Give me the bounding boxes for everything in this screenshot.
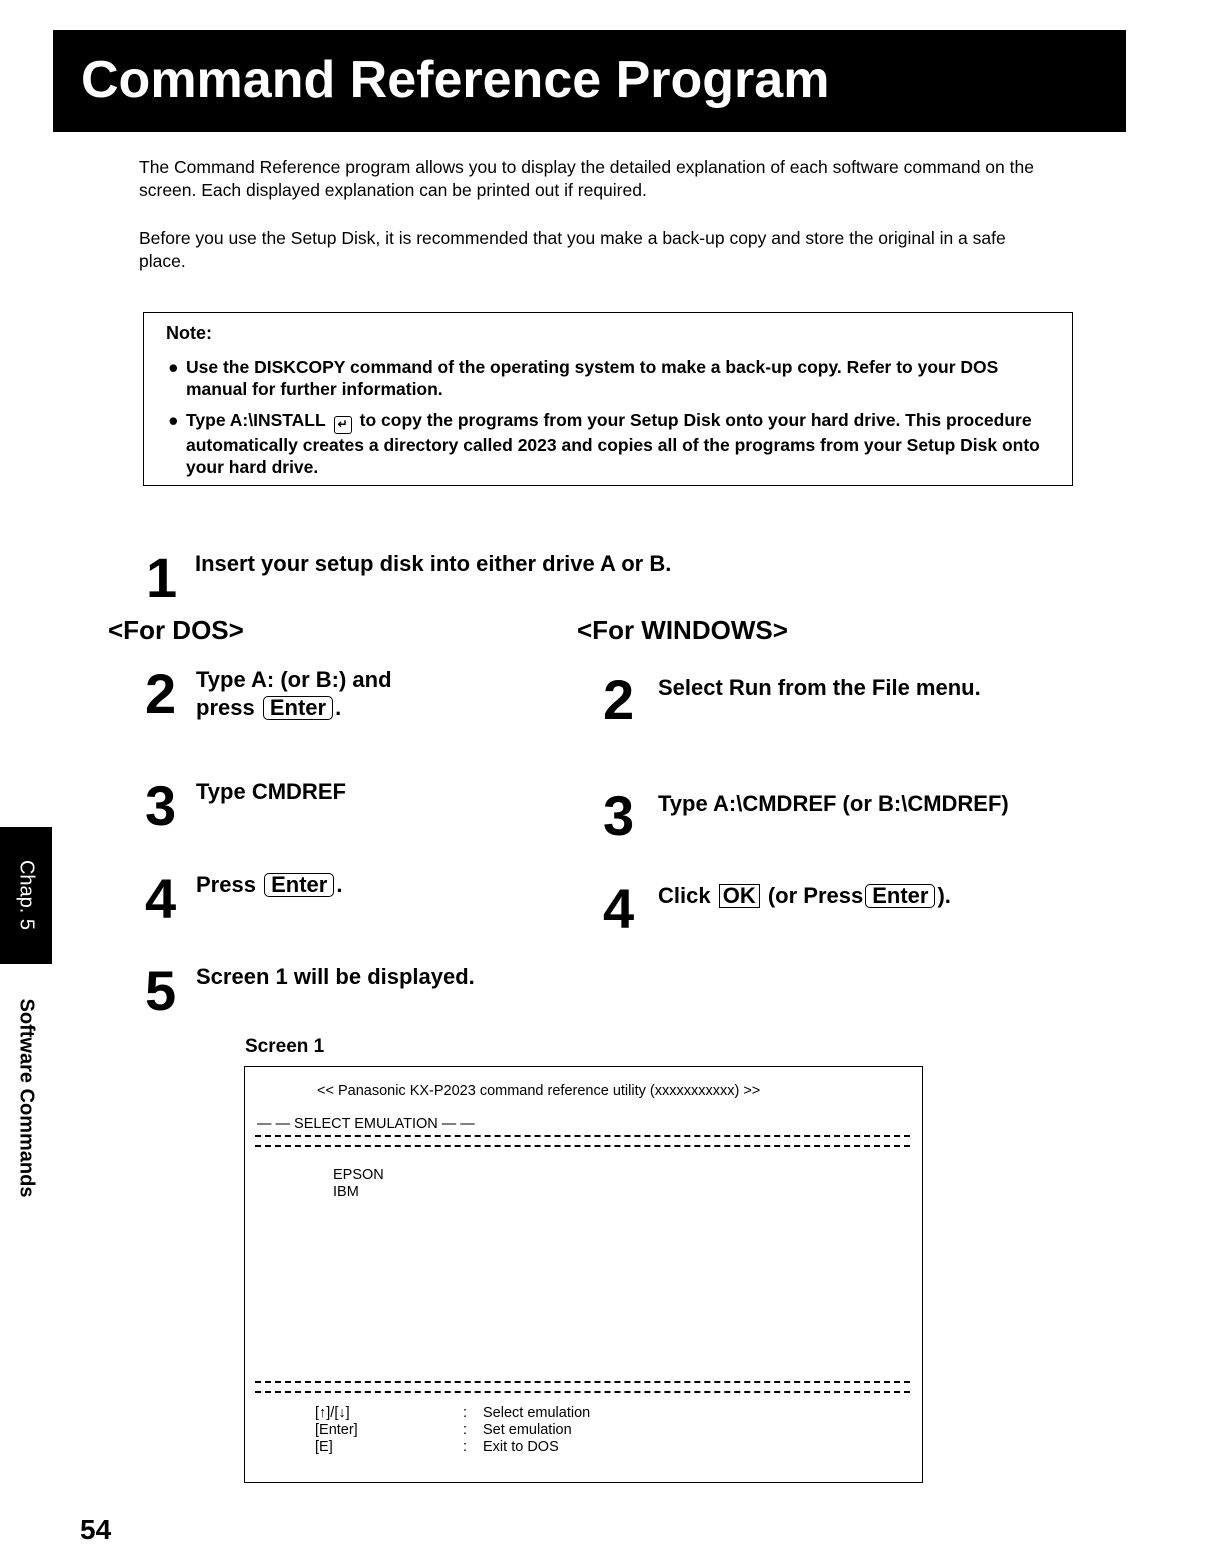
key-desc-exit: Exit to DOS	[483, 1439, 559, 1455]
dos-step-2-text	[196, 666, 392, 722]
dos-step-4-text	[196, 871, 342, 899]
dos-step-4-number: 4	[145, 867, 177, 930]
intro-paragraph-2: Before you use the Setup Disk, it is recommended that you make a back-up copy and store the original in a safe place.	[139, 228, 1006, 271]
dos-step-2-line2	[196, 694, 392, 722]
page-title: Command Reference Program	[81, 51, 830, 109]
option-epson: EPSON	[333, 1167, 384, 1183]
windows-step-3-number: 3	[603, 784, 635, 847]
key-desc-select: Select emulation	[483, 1405, 591, 1421]
chapter-label: Chap. 5	[15, 859, 38, 931]
windows-heading: <For WINDOWS>	[577, 615, 788, 645]
title-bar	[53, 30, 1126, 132]
bullet-icon: ●	[168, 410, 179, 430]
dos-step-2-end: .	[335, 695, 342, 720]
windows-step-2-text: Select Run from the File menu.	[658, 675, 981, 700]
note-item-1	[168, 356, 1048, 400]
note-item-2	[168, 409, 1048, 478]
windows-step-4-end: ).	[937, 883, 951, 908]
dos-step-5-text: Screen 1 will be displayed.	[196, 964, 475, 989]
note-item-1-text: Use the DISKCOPY command of the operating system to make a back-up copy. Refer to your DOS manual for further information.	[186, 357, 999, 399]
key-separator: :	[463, 1439, 468, 1455]
enter-key: Enter	[264, 873, 334, 897]
enter-key-icon: ↵	[334, 416, 352, 434]
chapter-tab	[0, 827, 52, 964]
dos-step-3-number: 3	[145, 774, 177, 837]
screen-label: Screen 1	[245, 1036, 325, 1057]
dos-step-2-press: press	[196, 695, 255, 720]
dos-step-4-press: Press	[196, 872, 256, 897]
windows-step-2-number: 2	[603, 668, 635, 731]
enter-key: Enter	[865, 884, 935, 908]
note-box	[143, 312, 1073, 486]
windows-step-3-text: Type A:\CMDREF (or B:\CMDREF)	[658, 791, 1009, 816]
key-desc-set: Set emulation	[483, 1422, 572, 1438]
note-item-2-rest: to copy the programs from your Setup Disk onto your hard drive. This procedure automatically creates a directory called 2023 and copies all of the programs from your Setup Disk onto your hard drive.	[186, 410, 1040, 477]
dos-step-3-text: Type CMDREF	[196, 779, 346, 804]
ok-button: OK	[719, 884, 760, 908]
option-ibm: IBM	[333, 1184, 359, 1200]
key-e: [E]	[315, 1439, 333, 1455]
dos-step-5-number: 5	[145, 959, 177, 1022]
screen-divider	[255, 1381, 910, 1393]
windows-step-4-click: Click	[658, 883, 711, 908]
note-title: Note:	[166, 323, 212, 343]
screen-divider	[255, 1135, 910, 1147]
screen-1-box	[244, 1066, 923, 1483]
page-number: 54	[80, 1514, 112, 1545]
install-command: Type A:\INSTALL	[186, 410, 326, 430]
intro-paragraph-1: The Command Reference program allows you to display the detailed explanation of each software command on the screen. Each displayed explanation can be printed out if required.	[139, 157, 1034, 200]
windows-step-4-text	[658, 882, 951, 910]
screen-section-title: — — SELECT EMULATION — —	[257, 1116, 475, 1132]
key-separator: :	[463, 1405, 468, 1421]
dos-step-2-line1: Type A: (or B:) and	[196, 667, 392, 692]
dos-step-4-end: .	[336, 872, 343, 897]
step-1-number: 1	[146, 546, 178, 609]
dos-heading: <For DOS>	[108, 615, 244, 645]
screen-header-line: << Panasonic KX-P2023 command reference utility (xxxxxxxxxxx) >>	[317, 1083, 761, 1099]
step-1-text: Insert your setup disk into either drive A or B.	[195, 551, 672, 576]
windows-step-4-or-press: (or Press	[767, 883, 864, 908]
bullet-icon: ●	[168, 357, 179, 377]
note-item-2-text	[168, 409, 1048, 478]
section-label: Software Commands	[15, 998, 38, 1198]
key-enter: [Enter]	[315, 1422, 358, 1438]
dos-step-2-number: 2	[145, 662, 177, 725]
key-arrows: [↑]/[↓]	[315, 1405, 350, 1421]
key-separator: :	[463, 1422, 468, 1438]
windows-step-4-number: 4	[603, 877, 635, 940]
enter-key: Enter	[263, 696, 333, 720]
